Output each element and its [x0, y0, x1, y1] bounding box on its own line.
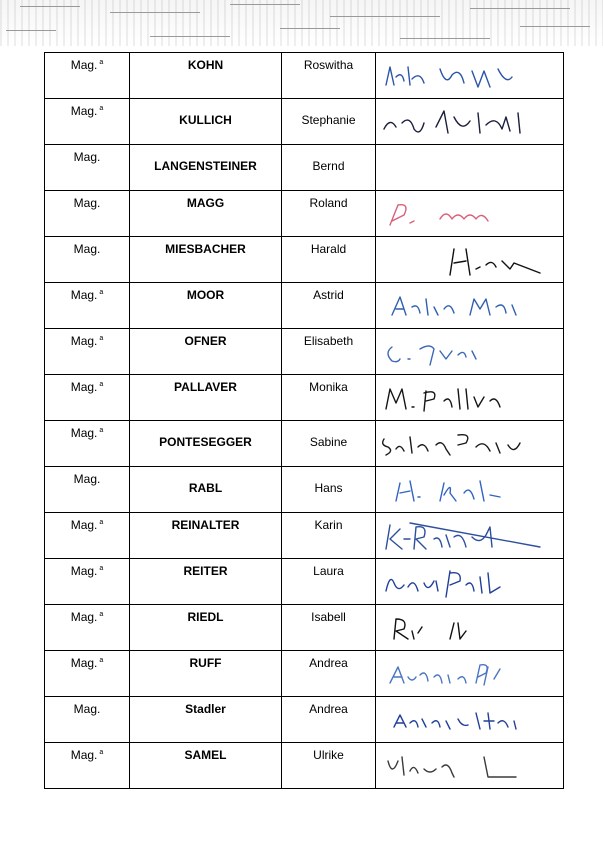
- handwritten-signature: [380, 609, 560, 647]
- signature-cell: [376, 53, 564, 99]
- first-name-cell: [282, 651, 376, 697]
- handwritten-signature: [380, 563, 560, 601]
- title-text: [45, 53, 129, 72]
- last-name: MAGG: [186, 196, 225, 210]
- table-row: [45, 145, 564, 191]
- title-suffix: a: [99, 611, 104, 618]
- signature-list-table: [44, 52, 564, 789]
- title-text: [45, 237, 129, 256]
- first-name: Bernd: [312, 159, 345, 173]
- table-row: [45, 53, 564, 99]
- last-name: KULLICH: [179, 113, 232, 127]
- handwritten-signature: [380, 701, 560, 739]
- first-name-cell: [282, 53, 376, 99]
- handwritten-signature: [380, 103, 560, 141]
- first-name: Isabell: [311, 610, 346, 624]
- signature-cell: [376, 651, 564, 697]
- title-value: Mag.: [70, 610, 98, 624]
- title-cell: [45, 99, 130, 145]
- last-name: KOHN: [187, 58, 224, 72]
- last-name: REITER: [183, 564, 228, 578]
- signature-cell: [376, 513, 564, 559]
- title-suffix: a: [99, 381, 104, 388]
- title-text: [45, 421, 129, 440]
- signature-cell: [376, 99, 564, 145]
- first-name: Hans: [314, 481, 343, 495]
- last-name: PALLAVER: [174, 380, 237, 394]
- signature-cell: [376, 559, 564, 605]
- title-text: [45, 697, 129, 716]
- last-name-cell: [130, 421, 282, 467]
- title-value: Mag.: [70, 104, 98, 118]
- first-name: Harald: [310, 242, 347, 256]
- table-row: [45, 513, 564, 559]
- title-text: [45, 513, 129, 532]
- first-name-cell: [282, 99, 376, 145]
- title-cell: [45, 375, 130, 421]
- table-row: [45, 283, 564, 329]
- title-value: Mag.: [70, 288, 98, 302]
- last-name: SAMEL: [184, 748, 227, 762]
- last-name: MIESBACHER: [165, 242, 246, 256]
- signature-cell: [376, 283, 564, 329]
- table-row: [45, 559, 564, 605]
- first-name-cell: [282, 283, 376, 329]
- first-name: Ulrike: [313, 748, 344, 762]
- title-suffix: a: [99, 427, 104, 434]
- title-cell: [45, 421, 130, 467]
- first-name: Monika: [309, 380, 348, 394]
- title-value: Mag.: [70, 748, 98, 762]
- first-name-cell: [282, 375, 376, 421]
- last-name: REINALTER: [171, 518, 240, 532]
- table-row: [45, 697, 564, 743]
- last-name-cell: [130, 145, 282, 191]
- title-text: [45, 743, 129, 762]
- last-name-cell: [130, 651, 282, 697]
- title-value: Mag.: [70, 518, 98, 532]
- handwritten-signature: [380, 195, 560, 233]
- signature-cell: [376, 191, 564, 237]
- title-suffix: a: [99, 289, 104, 296]
- last-name: RUFF: [189, 656, 222, 670]
- title-value: Mag.: [70, 426, 98, 440]
- title-value: Mag.: [70, 58, 98, 72]
- first-name-cell: [282, 697, 376, 743]
- first-name: Sabine: [309, 435, 348, 449]
- last-name: MOOR: [186, 288, 225, 302]
- table-row: [45, 329, 564, 375]
- last-name-cell: [130, 191, 282, 237]
- title-suffix: a: [99, 657, 104, 664]
- signature-cell: [376, 605, 564, 651]
- title-value: Mag.: [70, 380, 98, 394]
- title-cell: [45, 145, 130, 191]
- first-name: Laura: [313, 564, 344, 578]
- title-value: Mag.: [73, 702, 101, 716]
- title-suffix: a: [99, 519, 104, 526]
- title-value: Mag.: [70, 656, 98, 670]
- last-name: Stadler: [185, 702, 226, 716]
- handwritten-signature: [380, 287, 560, 325]
- title-value: Mag.: [73, 196, 101, 210]
- last-name-cell: [130, 53, 282, 99]
- title-text: [45, 559, 129, 578]
- handwritten-signature: [380, 655, 560, 693]
- last-name-cell: [130, 467, 282, 513]
- handwritten-signature: [380, 57, 560, 95]
- title-cell: [45, 651, 130, 697]
- title-cell: [45, 283, 130, 329]
- first-name-cell: [282, 237, 376, 283]
- title-suffix: a: [99, 105, 104, 112]
- first-name: Karin: [314, 518, 343, 532]
- title-cell: [45, 191, 130, 237]
- title-text: [45, 191, 129, 210]
- handwritten-signature: [380, 333, 560, 371]
- table-row: [45, 605, 564, 651]
- signature-cell: [376, 375, 564, 421]
- last-name-cell: [130, 375, 282, 421]
- title-value: Mag.: [73, 472, 101, 486]
- last-name-cell: [130, 697, 282, 743]
- first-name-cell: [282, 145, 376, 191]
- title-text: [45, 605, 129, 624]
- title-value: Mag.: [70, 564, 98, 578]
- first-name: Roswitha: [303, 58, 354, 72]
- first-name: Elisabeth: [303, 334, 354, 348]
- table-row: [45, 237, 564, 283]
- first-name: Stephanie: [301, 113, 356, 127]
- title-text: [45, 99, 129, 118]
- handwritten-signature: [380, 425, 560, 463]
- title-value: Mag.: [73, 242, 101, 256]
- handwritten-signature: [380, 241, 560, 279]
- last-name: OFNER: [184, 334, 227, 348]
- signature-cell: [376, 237, 564, 283]
- first-name-cell: [282, 467, 376, 513]
- last-name-cell: [130, 237, 282, 283]
- title-cell: [45, 237, 130, 283]
- last-name-cell: [130, 283, 282, 329]
- title-cell: [45, 329, 130, 375]
- handwritten-signature: [380, 517, 560, 555]
- title-cell: [45, 697, 130, 743]
- signature-cell: [376, 467, 564, 513]
- title-text: [45, 329, 129, 348]
- title-suffix: a: [99, 335, 104, 342]
- table-row: [45, 375, 564, 421]
- table-row: [45, 99, 564, 145]
- first-name-cell: [282, 329, 376, 375]
- last-name-cell: [130, 329, 282, 375]
- title-text: [45, 651, 129, 670]
- handwritten-signature: [380, 379, 560, 417]
- title-text: [45, 375, 129, 394]
- last-name-cell: [130, 743, 282, 789]
- title-suffix: a: [99, 749, 104, 756]
- first-name-cell: [282, 559, 376, 605]
- signature-cell: [376, 145, 564, 191]
- table-row: [45, 421, 564, 467]
- signature-cell: [376, 697, 564, 743]
- title-text: [45, 145, 129, 164]
- table-row: [45, 651, 564, 697]
- last-name-cell: [130, 513, 282, 559]
- signature-cell: [376, 329, 564, 375]
- last-name: PONTESEGGER: [159, 435, 252, 449]
- title-cell: [45, 605, 130, 651]
- first-name-cell: [282, 605, 376, 651]
- signature-cell: [376, 743, 564, 789]
- handwritten-signature: [380, 747, 560, 785]
- title-suffix: a: [99, 59, 104, 66]
- scan-edge-noise: [0, 0, 603, 46]
- title-cell: [45, 559, 130, 605]
- last-name: LANGENSTEINER: [154, 159, 257, 173]
- title-text: [45, 467, 129, 486]
- last-name-cell: [130, 605, 282, 651]
- last-name: RIEDL: [187, 610, 224, 624]
- last-name-cell: [130, 99, 282, 145]
- signature-cell: [376, 421, 564, 467]
- title-value: Mag.: [70, 334, 98, 348]
- first-name-cell: [282, 513, 376, 559]
- first-name-cell: [282, 191, 376, 237]
- first-name-cell: [282, 421, 376, 467]
- title-cell: [45, 467, 130, 513]
- first-name: Andrea: [309, 702, 348, 716]
- title-text: [45, 283, 129, 302]
- table-row: [45, 743, 564, 789]
- handwritten-signature: [380, 471, 560, 509]
- last-name: RABL: [188, 481, 223, 495]
- first-name: Roland: [309, 196, 348, 210]
- table-row: [45, 191, 564, 237]
- first-name: Andrea: [309, 656, 348, 670]
- last-name-cell: [130, 559, 282, 605]
- title-cell: [45, 513, 130, 559]
- title-cell: [45, 743, 130, 789]
- first-name-cell: [282, 743, 376, 789]
- title-value: Mag.: [73, 150, 101, 164]
- title-cell: [45, 53, 130, 99]
- first-name: Astrid: [313, 288, 344, 302]
- title-suffix: a: [99, 565, 104, 572]
- table-row: [45, 467, 564, 513]
